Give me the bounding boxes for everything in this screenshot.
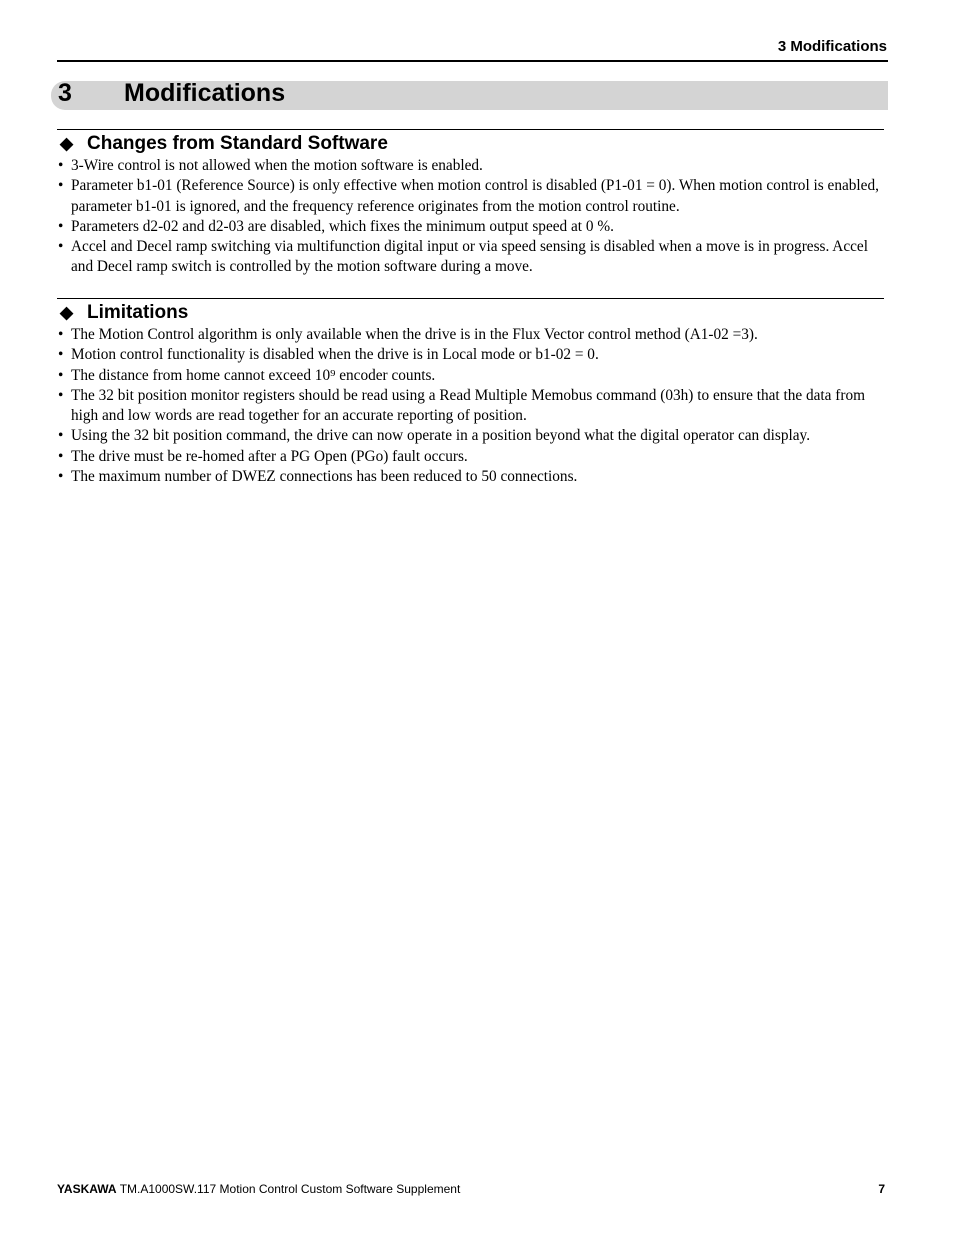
section-changes (57, 129, 885, 278)
bullet-list (57, 156, 885, 278)
list-item-text: The Motion Control algorithm is only available when the drive is in the Flux Vector control method (A1-02 =3). (71, 326, 758, 343)
list-item-text: The 32 bit position monitor registers should be read using a Read Multiple Memobus command (03h) to ensure that the data from high and low words are read together for an accurate reporting of position. (71, 386, 866, 425)
list-item-text: Using the 32 bit position command, the drive can now operate in a position beyond what the digital operator can display. (71, 427, 811, 445)
list-item-text: Motion control functionality is disabled when the drive is in Local mode or b1-02 = 0. (71, 346, 599, 364)
bullet-icon: • (58, 447, 64, 465)
chapter-number: 3 (58, 79, 72, 107)
list-item (57, 156, 885, 176)
footer-brand: YASKAWA (57, 1182, 117, 1196)
running-header: 3 Modifications (777, 38, 887, 55)
section-rule (57, 298, 884, 299)
section-heading (60, 302, 885, 324)
bullet-icon: • (58, 217, 64, 235)
list-item-text: Parameter b1-01 (Reference Source) is only effective when motion control is disabled (P1-01 = 0). When motion control is enabled, parameter b1-01 is ignored, and the frequency reference originates from the motion control routine. (71, 177, 879, 215)
footer-document-title: TM.A1000SW.117 Motion Control Custom Software Supplement (116, 1182, 461, 1196)
list-item-text: 3-Wire control is not allowed when the motion software is enabled. (71, 157, 483, 174)
list-item (57, 447, 885, 467)
section-heading (60, 133, 885, 155)
list-item (57, 426, 885, 446)
list-item-text: Accel and Decel ramp switching via multifunction digital input or via speed sensing is disabled when a move is in progress. Accel and Decel ramp switch is controlled by the motion software during a move. (71, 238, 868, 276)
bullet-icon: • (58, 177, 64, 195)
bullet-icon: • (58, 366, 64, 384)
bullet-icon: • (58, 157, 64, 174)
bullet-icon: • (58, 238, 64, 256)
list-item (57, 467, 885, 487)
bullet-icon: • (58, 346, 64, 364)
list-item-text: The distance from home cannot exceed 10⁹ encoder counts. (71, 366, 436, 384)
list-item-text: Parameters d2-02 and d2-03 are disabled, which fixes the minimum output speed at 0 %. (71, 217, 614, 235)
list-item (57, 366, 885, 386)
diamond-icon: ◆ (60, 134, 74, 153)
section-heading-text: Limitations (87, 302, 189, 323)
bullet-icon: • (58, 386, 64, 404)
page-number: 7 (878, 1182, 885, 1196)
page-footer (57, 1182, 885, 1196)
bullet-icon: • (58, 427, 64, 445)
bullet-icon: • (58, 326, 64, 343)
chapter-heading-bar (51, 81, 888, 110)
section-limitations (57, 298, 885, 487)
list-item (57, 237, 885, 278)
list-item (57, 217, 885, 237)
list-item (57, 345, 885, 365)
section-rule (57, 129, 884, 130)
bullet-list (57, 325, 885, 487)
list-item-text: The drive must be re-homed after a PG Open (PGo) fault occurs. (71, 447, 468, 465)
diamond-icon: ◆ (60, 303, 74, 322)
chapter-title: Modifications (124, 79, 286, 107)
list-item (57, 386, 885, 427)
list-item (57, 176, 885, 217)
header-rule (57, 60, 888, 62)
list-item (57, 325, 885, 345)
bullet-icon: • (58, 468, 64, 486)
list-item-text: The maximum number of DWEZ connections has been reduced to 50 connections. (71, 468, 578, 486)
section-heading-text: Changes from Standard Software (87, 133, 388, 154)
